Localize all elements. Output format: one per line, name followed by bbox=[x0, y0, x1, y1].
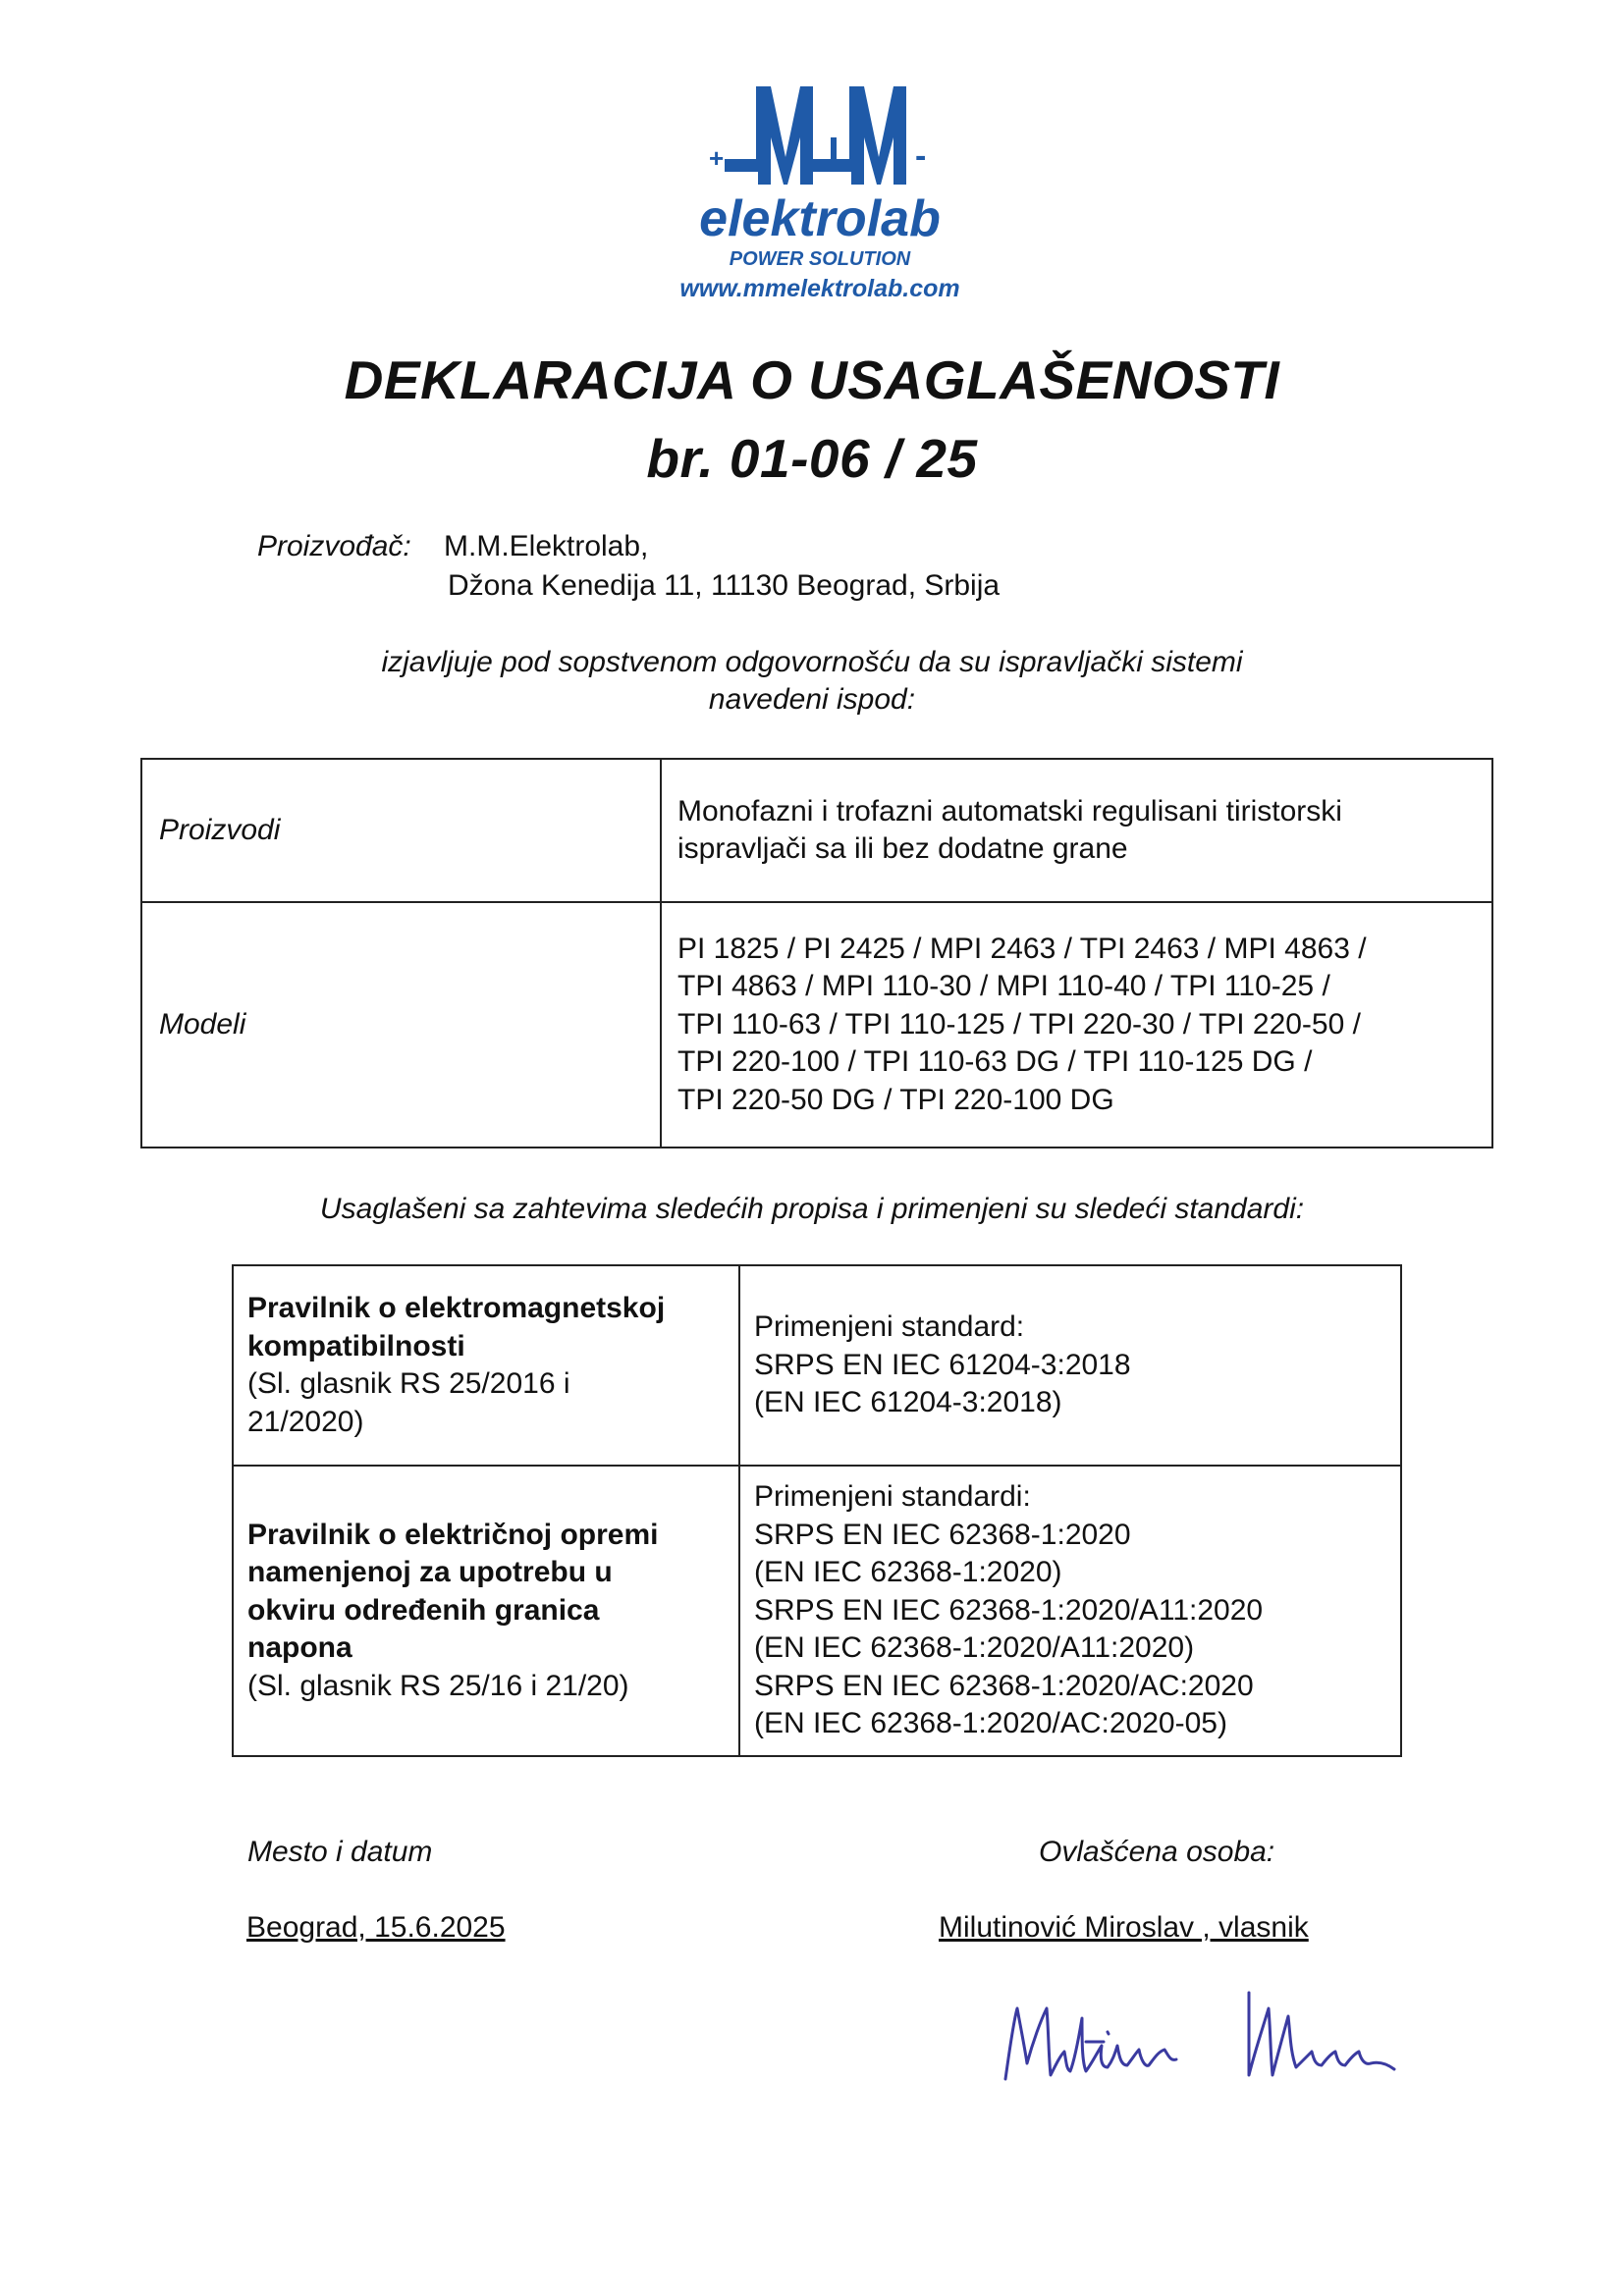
standard-line: (EN IEC 61204-3:2018) bbox=[754, 1386, 1062, 1419]
document-title: DEKLARACIJA O USAGLAŠENOSTI bbox=[344, 349, 1280, 410]
standards-table bbox=[232, 1264, 1402, 1757]
product-table bbox=[140, 758, 1493, 1148]
authorized-person-value: Milutinović Miroslav , vlasnik bbox=[939, 1911, 1309, 1944]
regulation-cell bbox=[233, 1466, 739, 1756]
table-row-lvd bbox=[233, 1466, 1401, 1756]
regulation-title: Pravilnik o elektromagnetskoj bbox=[247, 1292, 666, 1324]
declaration-intro bbox=[0, 644, 1624, 719]
regulation-title: napona bbox=[247, 1631, 352, 1665]
models-value bbox=[661, 902, 1492, 1148]
standards-intro: Usaglašeni sa zahtevima sledećih propisa i primenjeni su sledeći standardi: bbox=[319, 1193, 1305, 1225]
manufacturer-address: Džona Kenedija 11, 11130 Beograd, Srbija bbox=[448, 569, 1001, 602]
intro-line: izjavljuje pod sopstvenom odgovornošću da su ispravljački sistemi bbox=[381, 646, 1243, 678]
regulation-title: Pravilnik o električnoj opremi bbox=[247, 1518, 659, 1551]
regulation-note: (Sl. glasnik RS 25/2016 i bbox=[247, 1367, 570, 1400]
standards-cell bbox=[739, 1466, 1401, 1756]
table-row-emc bbox=[233, 1265, 1401, 1466]
logo-tagline: POWER SOLUTION bbox=[729, 248, 911, 270]
standard-line: SRPS EN IEC 62368-1:2020/A11:2020 bbox=[754, 1593, 1264, 1627]
products-value bbox=[661, 759, 1492, 902]
intro-line: navedeni ispod: bbox=[708, 683, 916, 716]
logo-brand: elektrolab bbox=[699, 190, 941, 247]
authorized-person-label: Ovlašćena osoba: bbox=[1039, 1836, 1275, 1868]
products-label: Proizvodi bbox=[141, 759, 661, 902]
logo-website: www.mmelektrolab.com bbox=[679, 275, 960, 302]
standard-line: Primenjeni standard: bbox=[754, 1310, 1025, 1344]
table-row-products bbox=[141, 759, 1492, 902]
manufacturer-name: M.M.Elektrolab, bbox=[444, 530, 649, 562]
regulation-note: (Sl. glasnik RS 25/16 i 21/20) bbox=[247, 1669, 629, 1702]
place-date-value: Beograd, 15.6.2025 bbox=[246, 1911, 506, 1944]
standard-line: (EN IEC 62368-1:2020/AC:2020-05) bbox=[754, 1707, 1227, 1740]
regulation-title: kompatibilnosti bbox=[247, 1329, 465, 1362]
handwritten-signature bbox=[992, 1973, 1404, 2101]
document-number: br. 01-06 / 25 bbox=[646, 428, 978, 489]
standard-line: SRPS EN IEC 62368-1:2020/AC:2020 bbox=[754, 1669, 1254, 1702]
models-line: TPI 4863 / MPI 110-30 / MPI 110-40 / TPI 110-25 / bbox=[677, 970, 1330, 1003]
manufacturer-label: Proizvođač: bbox=[257, 530, 411, 562]
models-line: TPI 110-63 / TPI 110-125 / TPI 220-30 / TPI 220-50 / bbox=[677, 1007, 1361, 1041]
regulation-note: 21/2020) bbox=[247, 1405, 364, 1438]
place-date-label: Mesto i datum bbox=[247, 1836, 433, 1868]
products-line: Monofazni i trofazni automatski regulisani tiristorski bbox=[677, 794, 1342, 828]
standard-line: (EN IEC 62368-1:2020) bbox=[754, 1556, 1062, 1589]
standard-line: (EN IEC 62368-1:2020/A11:2020) bbox=[754, 1631, 1195, 1665]
models-line: PI 1825 / PI 2425 / MPI 2463 / TPI 2463 / MPI 4863 / bbox=[677, 932, 1367, 965]
table-row-models bbox=[141, 902, 1492, 1148]
standard-line: SRPS EN IEC 62368-1:2020 bbox=[754, 1518, 1131, 1551]
logo-minus-sign: - bbox=[915, 137, 927, 175]
regulation-title: namenjenoj za upotrebu u bbox=[247, 1556, 613, 1589]
models-label: Modeli bbox=[141, 902, 661, 1148]
regulation-title: okviru određenih granica bbox=[247, 1593, 600, 1627]
logo-monogram-mark bbox=[725, 86, 906, 185]
standard-line: Primenjeni standardi: bbox=[754, 1480, 1031, 1514]
models-line: TPI 220-100 / TPI 110-63 DG / TPI 110-125 DG / bbox=[677, 1045, 1313, 1079]
standard-line: SRPS EN IEC 61204-3:2018 bbox=[754, 1348, 1131, 1381]
regulation-cell bbox=[233, 1265, 739, 1466]
logo-plus-sign: + bbox=[709, 143, 725, 173]
standards-cell bbox=[739, 1265, 1401, 1466]
products-line: ispravljači sa ili bez dodatne grane bbox=[677, 832, 1128, 865]
models-line: TPI 220-50 DG / TPI 220-100 DG bbox=[677, 1083, 1114, 1116]
company-logo bbox=[648, 69, 992, 314]
